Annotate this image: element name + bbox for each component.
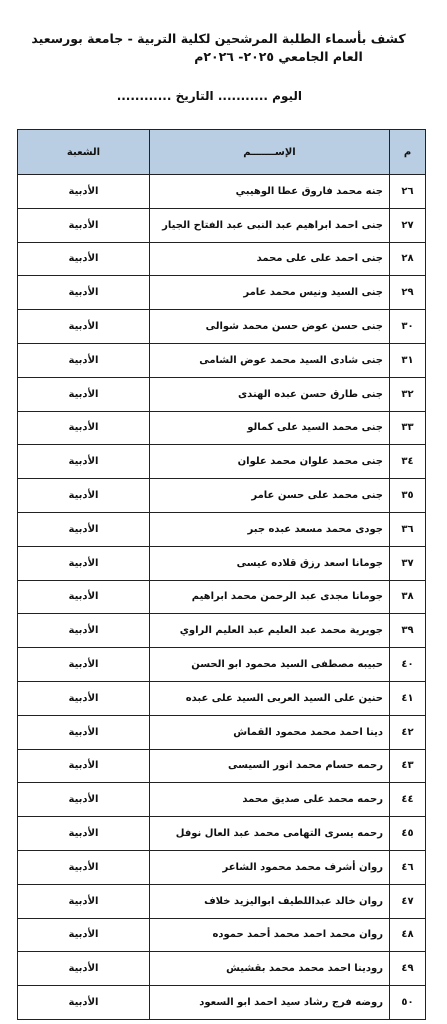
table-row bbox=[18, 817, 426, 851]
student-name: رحمه حسام محمد انور السيسى bbox=[150, 749, 390, 783]
row-number: ٤٠ bbox=[390, 648, 426, 682]
student-name: رحمه محمد على صديق محمد bbox=[150, 783, 390, 817]
student-branch: الأدبية bbox=[18, 343, 150, 377]
row-number: ٤٥ bbox=[390, 817, 426, 851]
student-branch: الأدبية bbox=[18, 512, 150, 546]
table-row bbox=[18, 479, 426, 513]
table-row bbox=[18, 884, 426, 918]
table-row bbox=[18, 614, 426, 648]
row-number: ٣٩ bbox=[390, 614, 426, 648]
student-branch: الأدبية bbox=[18, 749, 150, 783]
table-row bbox=[18, 445, 426, 479]
row-number: ٥٠ bbox=[390, 986, 426, 1020]
student-name: جنى محمد علوان محمد علوان bbox=[150, 445, 390, 479]
row-number: ٤٨ bbox=[390, 918, 426, 952]
row-number: ٣١ bbox=[390, 343, 426, 377]
day-date-label: اليوم ........... التاريخ ............ bbox=[116, 89, 302, 103]
student-branch: الأدبية bbox=[18, 310, 150, 344]
row-number: ٣٠ bbox=[390, 310, 426, 344]
student-name: رحمه يسرى التهامى محمد عبد العال نوفل bbox=[150, 817, 390, 851]
student-name: جنى السيد ونيس محمد عامر bbox=[150, 276, 390, 310]
table-row bbox=[18, 681, 426, 715]
table-header-row bbox=[18, 130, 426, 175]
student-branch: الأدبية bbox=[18, 817, 150, 851]
row-number: ٤٤ bbox=[390, 783, 426, 817]
table-row bbox=[18, 986, 426, 1020]
row-number: ٣٥ bbox=[390, 479, 426, 513]
table-row bbox=[18, 377, 426, 411]
document-title: كشف بأسماء الطلبة المرشحين لكلية التربية - جامعة بورسعيد bbox=[31, 31, 406, 46]
row-number: ٢٧ bbox=[390, 208, 426, 242]
student-branch: الأدبية bbox=[18, 783, 150, 817]
student-name: روان أشرف محمد محمود الشاعر bbox=[150, 850, 390, 884]
student-branch: الأدبية bbox=[18, 884, 150, 918]
student-branch: الأدبية bbox=[18, 546, 150, 580]
row-number: ٢٩ bbox=[390, 276, 426, 310]
table-row bbox=[18, 749, 426, 783]
student-name: جومانا اسعد رزق قلاده عيسى bbox=[150, 546, 390, 580]
student-branch: الأدبية bbox=[18, 614, 150, 648]
table-row bbox=[18, 715, 426, 749]
row-number: ٣٦ bbox=[390, 512, 426, 546]
table-row bbox=[18, 918, 426, 952]
table-row bbox=[18, 208, 426, 242]
student-name: روضه فرج رشاد سيد احمد ابو السعود bbox=[150, 986, 390, 1020]
student-branch: الأدبية bbox=[18, 479, 150, 513]
student-name: جنى احمد على على محمد bbox=[150, 242, 390, 276]
student-branch: الأدبية bbox=[18, 377, 150, 411]
student-name: روان خالد عبداللطيف ابواليزيد خلاف bbox=[150, 884, 390, 918]
student-name: جنى حسن عوض حسن محمد شوالى bbox=[150, 310, 390, 344]
table-row bbox=[18, 546, 426, 580]
students-table bbox=[17, 129, 426, 1020]
row-number: ٢٦ bbox=[390, 175, 426, 209]
student-name: حبيبه مصطفى السيد محمود ابو الحسن bbox=[150, 648, 390, 682]
student-branch: الأدبية bbox=[18, 918, 150, 952]
row-number: ٤٦ bbox=[390, 850, 426, 884]
document-header bbox=[0, 30, 447, 66]
row-number: ٣٤ bbox=[390, 445, 426, 479]
table-row bbox=[18, 276, 426, 310]
student-branch: الأدبية bbox=[18, 276, 150, 310]
student-name: جويرية محمد عبد العليم عبد العليم الراوي bbox=[150, 614, 390, 648]
student-name: دينا احمد محمد محمود القماش bbox=[150, 715, 390, 749]
student-name: جنى طارق حسن عبده الهندى bbox=[150, 377, 390, 411]
student-name: رودينا احمد محمد محمد بقشيش bbox=[150, 952, 390, 986]
student-name: جومانا مجدى عبد الرحمن محمد ابراهيم bbox=[150, 580, 390, 614]
student-branch: الأدبية bbox=[18, 411, 150, 445]
student-name: حنين على السيد العربى السيد على عبده bbox=[150, 681, 390, 715]
student-branch: الأدبية bbox=[18, 580, 150, 614]
row-number: ٢٨ bbox=[390, 242, 426, 276]
column-header-branch: الشعبة bbox=[18, 130, 150, 175]
row-number: ٤٩ bbox=[390, 952, 426, 986]
student-branch: الأدبية bbox=[18, 952, 150, 986]
table-row bbox=[18, 648, 426, 682]
table-row bbox=[18, 850, 426, 884]
table-row bbox=[18, 580, 426, 614]
student-branch: الأدبية bbox=[18, 715, 150, 749]
row-number: ٣٣ bbox=[390, 411, 426, 445]
column-header-name: الإســـــــم bbox=[150, 130, 390, 175]
row-number: ٣٨ bbox=[390, 580, 426, 614]
table-row bbox=[18, 952, 426, 986]
table-row bbox=[18, 512, 426, 546]
row-number: ٣٢ bbox=[390, 377, 426, 411]
student-branch: الأدبية bbox=[18, 175, 150, 209]
table-row bbox=[18, 310, 426, 344]
table-row bbox=[18, 242, 426, 276]
student-name: جنى شادى السيد محمد عوض الشامى bbox=[150, 343, 390, 377]
academic-year: العام الجامعي ٢٠٢٥- ٢٠٢٦م bbox=[194, 49, 363, 64]
student-name: جنى احمد ابراهيم عبد النبى عبد الفتاح الجيار bbox=[150, 208, 390, 242]
student-name: روان محمد احمد محمد أحمد حموده bbox=[150, 918, 390, 952]
column-header-number: م bbox=[390, 130, 426, 175]
student-name: جودى محمد مسعد عبده جبر bbox=[150, 512, 390, 546]
student-branch: الأدبية bbox=[18, 208, 150, 242]
table-row bbox=[18, 343, 426, 377]
student-branch: الأدبية bbox=[18, 850, 150, 884]
row-number: ٤٧ bbox=[390, 884, 426, 918]
row-number: ٣٧ bbox=[390, 546, 426, 580]
student-name: جنى محمد السيد على كمالو bbox=[150, 411, 390, 445]
student-branch: الأدبية bbox=[18, 242, 150, 276]
student-branch: الأدبية bbox=[18, 648, 150, 682]
row-number: ٤٣ bbox=[390, 749, 426, 783]
table-row bbox=[18, 175, 426, 209]
student-name: جنه محمد فاروق عطا الوهيبي bbox=[150, 175, 390, 209]
student-branch: الأدبية bbox=[18, 445, 150, 479]
student-name: جنى محمد على حسن عامر bbox=[150, 479, 390, 513]
table-row bbox=[18, 411, 426, 445]
row-number: ٤٢ bbox=[390, 715, 426, 749]
student-branch: الأدبية bbox=[18, 986, 150, 1020]
student-branch: الأدبية bbox=[18, 681, 150, 715]
table-row bbox=[18, 783, 426, 817]
row-number: ٤١ bbox=[390, 681, 426, 715]
